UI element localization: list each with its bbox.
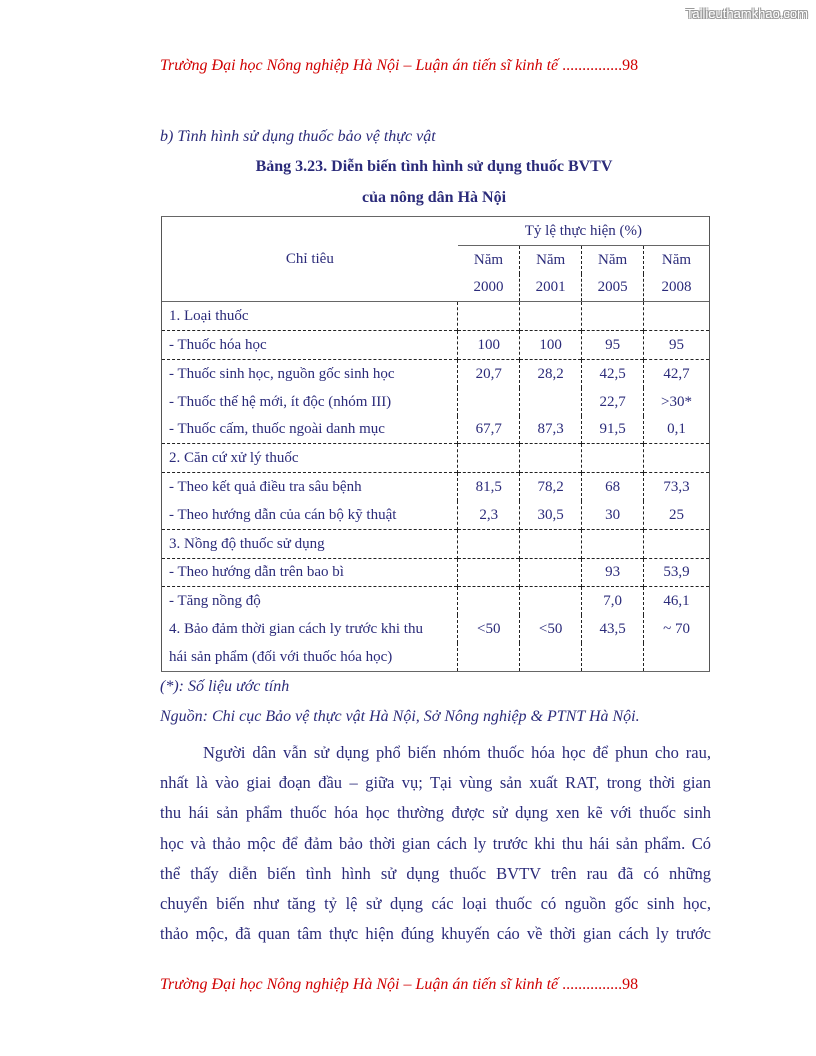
row-value	[458, 444, 520, 473]
row-value: <50	[520, 615, 582, 643]
subsection-heading: b) Tình hình sử dụng thuốc bảo vệ thực vật	[160, 128, 436, 145]
row-value: 73,3	[644, 473, 710, 501]
row-value: 81,5	[458, 473, 520, 501]
row-value: ~ 70	[644, 615, 710, 643]
row-value: 7,0	[582, 587, 644, 615]
row-value	[644, 444, 710, 473]
row-value	[520, 558, 582, 587]
row-value	[520, 444, 582, 473]
row-value: 25	[644, 501, 710, 529]
table-row	[162, 416, 710, 444]
header-year: 2001	[520, 274, 582, 302]
table-row	[162, 302, 710, 331]
table-row	[162, 529, 710, 558]
paragraph-line: thu hái sản phẩm thuốc hóa học thường được sử dụng xen kẽ với thuốc sinh	[160, 803, 711, 823]
paragraph-line: thảo mộc, đã quan tâm thực hiện đúng khuyến cáo về thời gian cách ly trước	[160, 924, 711, 944]
row-value: 30	[582, 501, 644, 529]
row-label: 1. Loại thuốc	[162, 302, 458, 331]
table-row	[162, 331, 710, 360]
row-value: 30,5	[520, 501, 582, 529]
running-header-top	[160, 57, 720, 75]
header-year-word: Năm	[458, 245, 520, 273]
paragraph-line: nhất là vào giai đoạn đầu – giữa vụ; Tại vùng sản xuất RAT, trong thời gian	[160, 773, 711, 793]
usage-table	[161, 216, 710, 672]
table-title-line1: Bảng 3.23. Diễn biến tình hình sử dụng thuốc BVTV	[255, 158, 613, 175]
row-value: 68	[582, 473, 644, 501]
row-value: 46,1	[644, 587, 710, 615]
watermark: Tailieuthamkhao.com	[685, 6, 808, 21]
row-value: 42,7	[644, 359, 710, 387]
header-indicator: Chỉ tiêu	[162, 217, 458, 302]
row-value	[458, 388, 520, 416]
row-value: 0,1	[644, 416, 710, 444]
running-header-text: Trường Đại học Nông nghiệp Hà Nội – Luận án tiến sĩ kinh tế	[160, 57, 559, 74]
running-header-dots: ...............	[562, 57, 623, 74]
row-value: 43,5	[582, 615, 644, 643]
table-row	[162, 473, 710, 501]
row-label: - Theo hướng dẫn trên bao bì	[162, 558, 458, 587]
row-label: - Thuốc hóa học	[162, 331, 458, 360]
table-row	[162, 643, 710, 671]
row-label: - Theo hướng dẫn của cán bộ kỹ thuật	[162, 501, 458, 529]
row-label-continued: hái sản phẩm (đối với thuốc hóa học)	[162, 643, 458, 671]
header-year: 2008	[644, 274, 710, 302]
row-value	[644, 529, 710, 558]
paragraph-line: học và thảo mộc để đảm bảo thời gian cách ly trước khi thu hái sản phẩm. Có	[160, 833, 711, 853]
row-value	[520, 587, 582, 615]
paragraph-line: thể thấy diễn biến tình hình sử dụng thuốc BVTV trên rau đã có những	[160, 863, 711, 883]
row-value-empty	[644, 643, 710, 671]
row-value	[644, 302, 710, 331]
row-value	[582, 302, 644, 331]
row-value: 2,3	[458, 501, 520, 529]
body-paragraph	[160, 738, 711, 949]
row-value: <50	[458, 615, 520, 643]
header-rate: Tỷ lệ thực hiện (%)	[458, 217, 710, 246]
row-value: 100	[458, 331, 520, 360]
row-label: - Thuốc thế hệ mới, ít độc (nhóm III)	[162, 388, 458, 416]
row-value: 67,7	[458, 416, 520, 444]
row-value	[520, 388, 582, 416]
row-label: 2. Căn cứ xử lý thuốc	[162, 444, 458, 473]
table-row	[162, 587, 710, 615]
row-label: - Tăng nồng độ	[162, 587, 458, 615]
row-label: 3. Nồng độ thuốc sử dụng	[162, 529, 458, 558]
row-value: 42,5	[582, 359, 644, 387]
paragraph-line: Người dân vẫn sử dụng phổ biến nhóm thuốc hóa học để phun cho rau,	[203, 743, 711, 762]
row-value: 91,5	[582, 416, 644, 444]
row-value: 100	[520, 331, 582, 360]
paragraph-line: chuyển biến như tăng tỷ lệ sử dụng các loại thuốc có nguồn gốc sinh học,	[160, 894, 711, 914]
running-footer-text: Trường Đại học Nông nghiệp Hà Nội – Luận án tiến sĩ kinh tế	[160, 976, 559, 993]
row-value-empty	[520, 643, 582, 671]
page-number: 98	[622, 976, 639, 993]
header-year: 2000	[458, 274, 520, 302]
table-row	[162, 388, 710, 416]
row-value: 28,2	[520, 359, 582, 387]
running-header-bottom	[160, 976, 720, 994]
row-value	[458, 558, 520, 587]
row-label: - Theo kết quả điều tra sâu bệnh	[162, 473, 458, 501]
row-value: 20,7	[458, 359, 520, 387]
row-value	[458, 302, 520, 331]
row-value	[582, 444, 644, 473]
source-note: Nguồn: Chi cục Bảo vệ thực vật Hà Nội, Sở Nông nghiệp & PTNT Hà Nội.	[160, 708, 640, 725]
header-year-word: Năm	[582, 245, 644, 273]
row-value-empty	[458, 643, 520, 671]
row-value: 22,7	[582, 388, 644, 416]
footnote: (*): Số liệu ước tính	[160, 678, 290, 695]
table-row	[162, 615, 710, 643]
row-value	[520, 302, 582, 331]
row-value: 95	[582, 331, 644, 360]
row-value: 87,3	[520, 416, 582, 444]
row-value	[520, 529, 582, 558]
row-value: 93	[582, 558, 644, 587]
running-footer-dots: ...............	[562, 976, 623, 993]
row-value	[582, 529, 644, 558]
header-year: 2005	[582, 274, 644, 302]
row-label: - Thuốc cấm, thuốc ngoài danh mục	[162, 416, 458, 444]
row-value	[458, 529, 520, 558]
header-year-word: Năm	[644, 245, 710, 273]
table-title-line2: của nông dân Hà Nội	[361, 189, 507, 206]
row-value: 53,9	[644, 558, 710, 587]
row-label: 4. Bảo đảm thời gian cách ly trước khi thu	[162, 615, 458, 643]
row-value: 78,2	[520, 473, 582, 501]
row-value: 95	[644, 331, 710, 360]
row-value	[458, 587, 520, 615]
table-row	[162, 444, 710, 473]
row-value-empty	[582, 643, 644, 671]
header-year-word: Năm	[520, 245, 582, 273]
row-label: - Thuốc sinh học, nguồn gốc sinh học	[162, 359, 458, 387]
table-row	[162, 558, 710, 587]
row-value: >30*	[644, 388, 710, 416]
table-row	[162, 501, 710, 529]
table-row	[162, 359, 710, 387]
page-number: 98	[622, 57, 639, 74]
